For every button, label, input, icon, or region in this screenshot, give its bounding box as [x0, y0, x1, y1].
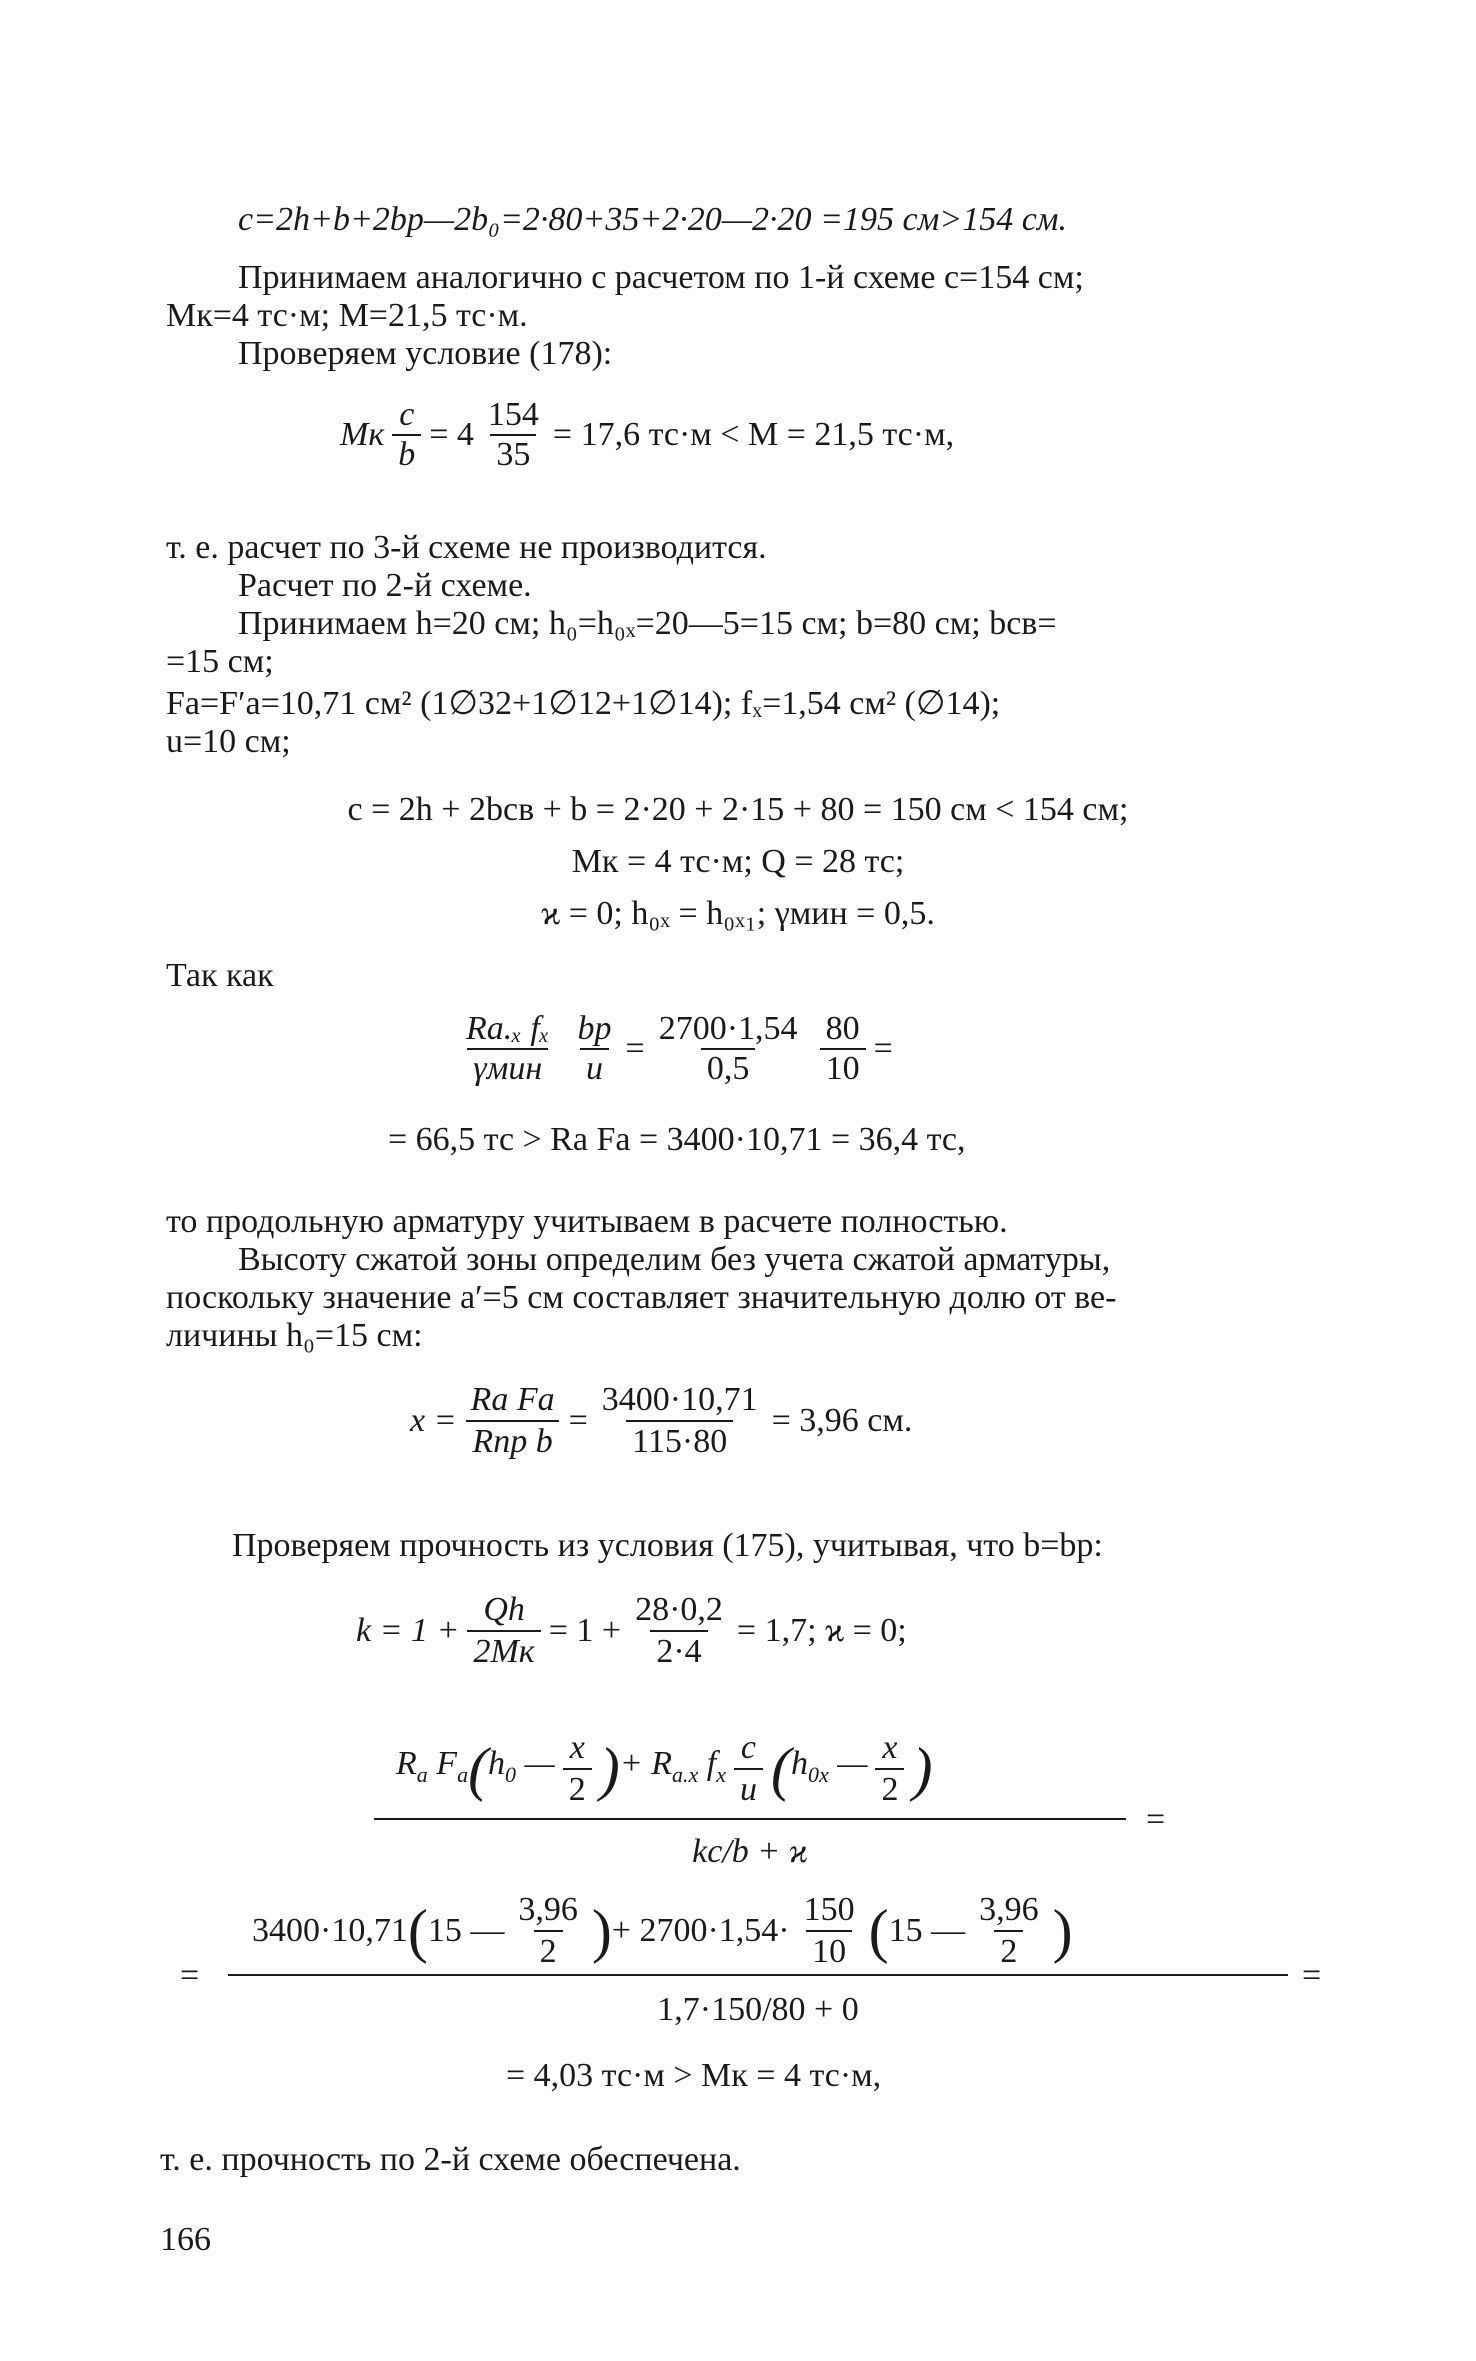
numerator: c	[399, 396, 415, 433]
denominator: γмин	[467, 1048, 548, 1088]
text-line: u=10 см;	[166, 723, 291, 760]
equation-kappa: ϰ = 0; h₀ₓ = h₀ₓ₁; γмин = 0,5.	[541, 895, 935, 932]
equals-sign: =	[568, 1402, 588, 1439]
section-heading: Расчет по 2-й схеме.	[238, 567, 532, 604]
denominator: 2·4	[650, 1630, 707, 1672]
text-line: т. е. прочность по 2-й схеме обеспечена.	[160, 2141, 741, 2178]
numerator: 80	[825, 1010, 860, 1047]
text-line: Mк=4 тс·м; M=21,5 тс·м.	[166, 297, 528, 334]
eq10-numerator: 3400·10,71 ( 15 — $\frac{3,96}{2}$ ) + 2700·1,54· $\frac{150}{10}$ ( 15 — $\frac{3,96}{2}$ )	[252, 1891, 1073, 1970]
eq-term: = 1,7; ϰ = 0;	[736, 1612, 907, 1649]
denominator: b	[392, 434, 421, 474]
numerator: Qh	[483, 1591, 525, 1628]
equals-sign: =	[873, 1030, 893, 1067]
fraction-bar	[374, 1818, 1126, 1820]
text-line: Проверяем прочность из условия (175), учитывая, что b=bр:	[232, 1527, 1103, 1564]
equation-k	[356, 1590, 907, 1672]
denominator: 35	[490, 434, 536, 474]
page-number: 166	[160, 2221, 211, 2258]
eq-term: = 4	[429, 416, 474, 453]
fraction	[467, 1590, 540, 1672]
fraction-bar	[228, 1974, 1288, 1976]
numerator: 154	[487, 396, 539, 433]
equation-check-178	[340, 396, 954, 474]
text-line: Высоту сжатой зоны определим без учета сжатой арматуры,	[238, 1241, 1111, 1278]
numerator: 28·0,2	[635, 1591, 723, 1628]
fraction	[572, 1010, 618, 1088]
eq-term: = 3,96 см.	[771, 1402, 913, 1439]
text-line: Проверяем условие (178):	[238, 335, 613, 372]
equation-x	[410, 1380, 912, 1462]
denominator: 2Mк	[467, 1630, 540, 1672]
eq9-denominator: kc/b + ϰ	[692, 1833, 808, 1870]
equation-c-sum: c=2h+b+2bр—2b₀=2·80+35+2·20—2·20 =195 см>154 см.	[238, 201, 1067, 238]
text-line: Принимаем h=20 см; h₀=h₀ₓ=20—5=15 см; b=80 см; bсв=	[238, 605, 1057, 642]
fraction	[653, 1010, 804, 1088]
numerator: 2700·1,54	[658, 1010, 798, 1047]
denominator: u	[580, 1048, 609, 1088]
numerator: 3400·10,71	[601, 1381, 758, 1418]
equals-sign: =	[625, 1030, 645, 1067]
equals-sign: =	[1302, 1957, 1322, 1994]
eq-term: x =	[410, 1402, 457, 1439]
fraction	[596, 1380, 764, 1462]
text-line: т. е. расчет по 3-й схеме не производится.	[166, 529, 767, 566]
eq-term: k = 1 +	[356, 1612, 460, 1649]
equation-ratio	[452, 1010, 893, 1088]
fraction	[482, 396, 545, 474]
eq10-denominator: 1,7·150/80 + 0	[657, 1991, 859, 2028]
eq-term: = 1 +	[548, 1612, 622, 1649]
fraction	[392, 396, 421, 474]
numerator: Rа.ₓ fₓ	[466, 1010, 550, 1047]
text-line: поскольку значение a′=5 см составляет значительную долю от ве-	[166, 1279, 1117, 1316]
equation-result: = 4,03 тс·м > Mк = 4 тс·м,	[506, 2057, 882, 2094]
eq-term: Mк	[340, 416, 385, 453]
fraction	[629, 1590, 729, 1672]
equals-sign: =	[1146, 1801, 1166, 1838]
numerator: Rа Fа	[470, 1381, 555, 1418]
text-line: Принимаем аналогично с расчетом по 1-й схеме c=154 см;	[238, 259, 1084, 296]
numerator: bр	[577, 1010, 612, 1047]
text-line: Так как	[166, 957, 274, 994]
eq9-numerator: $R_а$ $F_а$ ( $h_0$ — $\frac{x}{2}$ ) + $R_{а.х}$ $f_х$ $\frac{c}{u}$ ( $h_{0х}$ — $\frac{x}{2}$ )	[396, 1729, 933, 1808]
text-line: Fа=F′а=10,71 см² (1∅32+1∅12+1∅14); fₓ=1,54 см² (∅14);	[166, 685, 1001, 722]
text-line: личины h₀=15 см:	[166, 1317, 423, 1354]
denominator: 115·80	[626, 1420, 733, 1462]
fraction	[820, 1010, 866, 1088]
denominator: Rпр b	[466, 1420, 558, 1462]
fraction	[460, 1010, 556, 1088]
equation-result: = 66,5 тс > Rа Fа = 3400·10,71 = 36,4 тс,	[388, 1121, 966, 1158]
equals-sign: =	[180, 1957, 200, 1994]
denominator: 0,5	[701, 1048, 756, 1088]
eq-term: = 17,6 тс·м < M = 21,5 тс·м,	[552, 416, 955, 453]
denominator: 10	[820, 1048, 866, 1088]
equation-mk-q: Mк = 4 тс·м; Q = 28 тс;	[571, 843, 905, 880]
text-line: =15 см;	[166, 643, 274, 680]
equation-c-150: c = 2h + 2bсв + b = 2·20 + 2·15 + 80 = 150 см < 154 см;	[347, 791, 1129, 828]
fraction	[465, 1380, 561, 1462]
text-line: то продольную арматуру учитываем в расчете полностью.	[166, 1203, 1008, 1240]
